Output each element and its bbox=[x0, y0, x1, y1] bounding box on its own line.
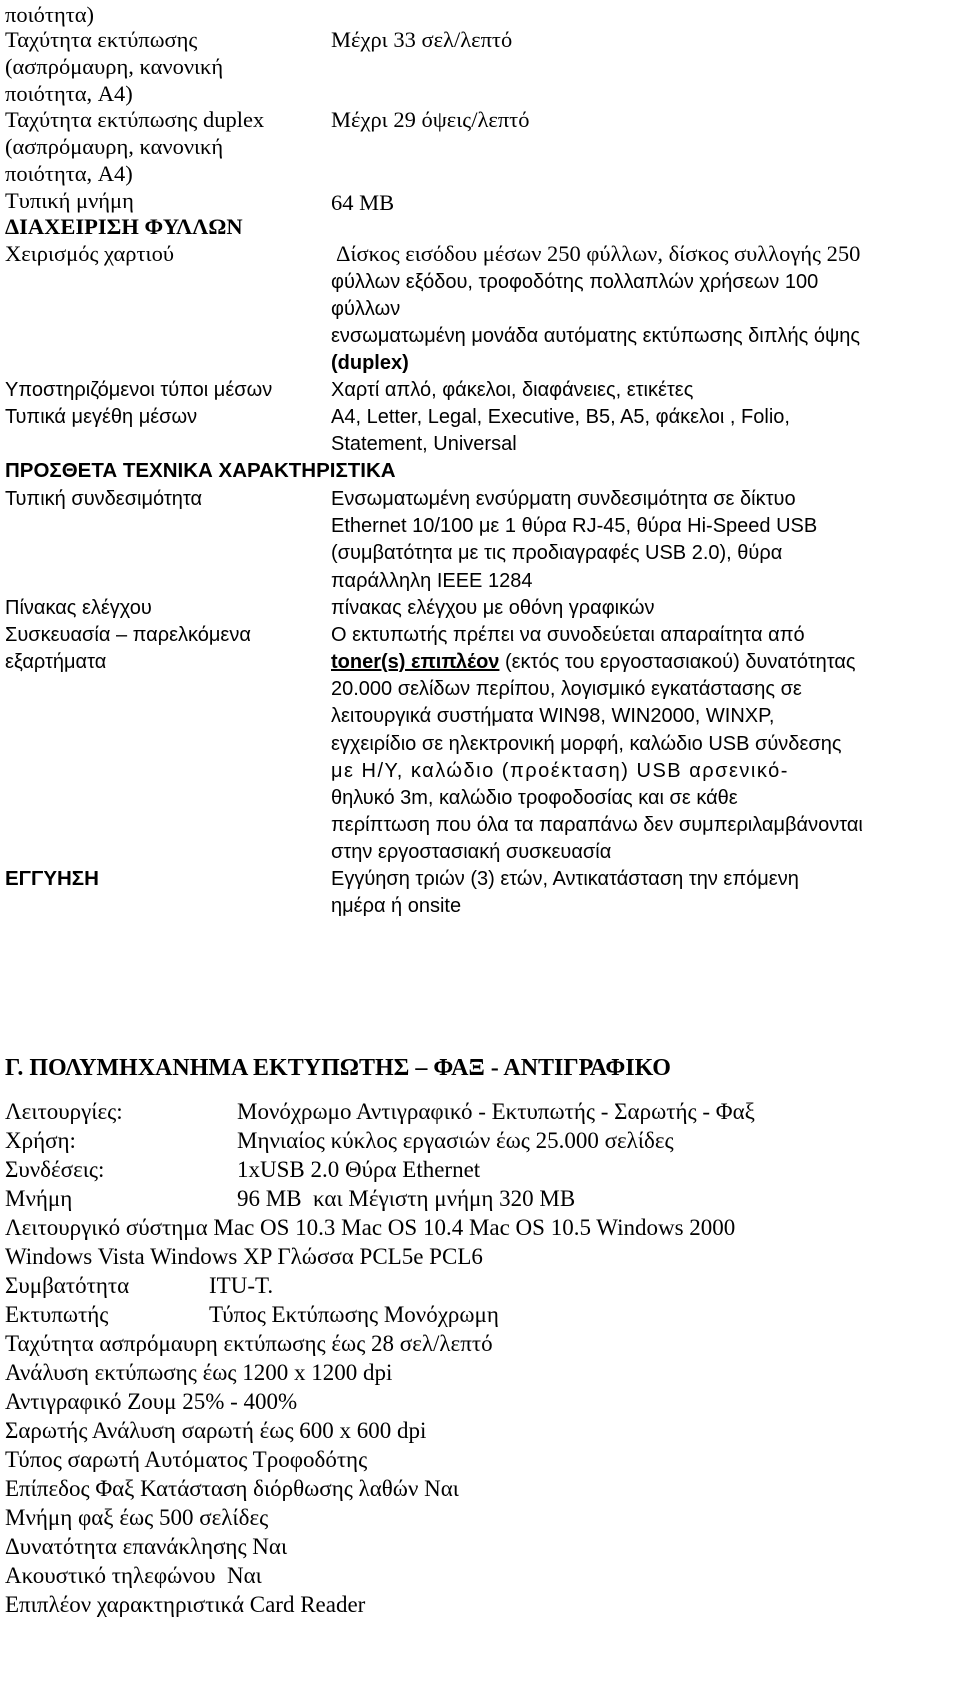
os-line-2: Windows Vista Windows XP Γλώσσα PCL5e PCL6 bbox=[5, 1244, 483, 1269]
compat-value: ITU-T. bbox=[209, 1273, 274, 1298]
g-line-3: Σαρωτής Ανάλυση σαρωτή έως 600 x 600 dpi bbox=[5, 1418, 427, 1443]
sizes-label: Τυπικά μεγέθη μέσων bbox=[5, 406, 198, 428]
duplex-label-2: (ασπρόμαυρη, κανονική bbox=[5, 134, 224, 159]
g-memory-label: Μνήμη bbox=[5, 1186, 73, 1211]
g-line-7: Δυνατότητα επανάκλησης Ναι bbox=[5, 1534, 288, 1559]
g-line-9: Επιπλέον χαρακτηριστικά Card Reader bbox=[5, 1592, 366, 1617]
warranty-label: ΕΓΓΥΗΣΗ bbox=[5, 867, 99, 890]
usage-label: Χρήση: bbox=[5, 1128, 76, 1153]
speed-label-3: ποιότητα, A4) bbox=[5, 81, 133, 106]
warranty-value-1: Εγγύηση τριών (3) ετών, Αντικατάσταση την επόμενη bbox=[331, 868, 799, 890]
g-line-6: Μνήμη φαξ έως 500 σελίδες bbox=[5, 1505, 269, 1530]
g-line-8: Ακουστικό τηλεφώνου Ναι bbox=[5, 1563, 262, 1588]
package-value-6: με Η/Υ, καλώδιο (προέκταση) USB αρσενικό- bbox=[331, 760, 789, 782]
compat-label: Συμβατότητα bbox=[5, 1273, 130, 1298]
warranty-value-2: ημέρα ή onsite bbox=[331, 895, 462, 917]
sizes-value-1: A4, Letter, Legal, Executive, B5, A5, φάκελοι , Folio, bbox=[331, 406, 790, 428]
package-label-1: Συσκευασία – παρελκόμενα bbox=[5, 624, 251, 646]
package-value-8: περίπτωση που όλα τα παραπάνω δεν συμπεριλαμβάνονται bbox=[331, 814, 863, 836]
paper-heading: ΔΙΑΧΕΙΡΙΣΗ ΦΥΛΛΩΝ bbox=[5, 214, 243, 239]
conn-value-4: παράλληλη IEEE 1284 bbox=[331, 570, 533, 592]
panel-value: πίνακας ελέγχου με οθόνη γραφικών bbox=[331, 597, 655, 619]
functions-value: Μονόχρωμο Αντιγραφικό - Εκτυπωτής - Σαρωτής - Φαξ bbox=[237, 1099, 755, 1124]
conn-value-1: Ενσωματωμένη ενσύρματη συνδεσιμότητα σε δίκτυο bbox=[331, 488, 796, 510]
g-line-1: Ανάλυση εκτύπωσης έως 1200 x 1200 dpi bbox=[5, 1360, 393, 1385]
g-line-5: Επίπεδος Φαξ Κατάσταση διόρθωσης λαθών Ναι bbox=[5, 1476, 459, 1501]
handling-label: Χειρισμός χαρτιού bbox=[5, 241, 175, 266]
package-value-2-rest: (εκτός του εργοστασιακού) δυνατότητας bbox=[499, 651, 856, 673]
conn-label: Τυπική συνδεσιμότητα bbox=[5, 488, 203, 510]
duplex-label-3: ποιότητα, A4) bbox=[5, 161, 133, 186]
duplex-label-1: Ταχύτητα εκτύπωσης duplex bbox=[5, 107, 265, 132]
types-label: Υποστηριζόμενοι τύποι μέσων bbox=[5, 379, 273, 401]
package-value-9: στην εργοστασιακή συσκευασία bbox=[331, 841, 612, 863]
os-line-1: Λειτουργικό σύστημα Mac OS 10.3 Mac OS 10.4 Mac OS 10.5 Windows 2000 bbox=[5, 1215, 736, 1240]
package-value-7: θηλυκό 3m, καλώδιο τροφοδοσίας και σε κάθε bbox=[331, 787, 738, 809]
package-value-1: Ο εκτυπωτής πρέπει να συνοδεύεται απαραίτητα από bbox=[331, 624, 805, 646]
handling-value-4: ενσωματωμένη μονάδα αυτόματης εκτύπωσης διπλής όψης bbox=[331, 325, 860, 347]
duplex-value: Μέχρι 29 όψεις/λεπτό bbox=[331, 107, 530, 132]
package-toner-emphasis: toner(s) επιπλέον bbox=[331, 651, 500, 673]
speed-label-1: Ταχύτητα εκτύπωσης bbox=[5, 27, 198, 52]
panel-label: Πίνακας ελέγχου bbox=[5, 597, 152, 619]
functions-label: Λειτουργίες: bbox=[5, 1099, 123, 1124]
g-line-2: Αντιγραφικό Ζουμ 25% - 400% bbox=[5, 1389, 298, 1414]
usage-value: Μηνιαίος κύκλος εργασιών έως 25.000 σελίδες bbox=[237, 1128, 674, 1153]
handling-value-2: φύλλων εξόδου, τροφοδότης πολλαπλών χρήσεων 100 bbox=[331, 271, 819, 293]
g-memory-value: 96 MB και Μέγιστη μνήμη 320 MB bbox=[237, 1186, 576, 1211]
memory-label: Τυπική μνήμη bbox=[5, 188, 134, 213]
package-label-2: εξαρτήματα bbox=[5, 651, 107, 673]
types-value: Χαρτί απλό, φάκελοι, διαφάνειες, ετικέτες bbox=[331, 379, 694, 401]
package-value-4: λειτουργικά συστήματα WIN98, WIN2000, WINXP, bbox=[331, 705, 775, 727]
connections-value: 1xUSB 2.0 Θύρα Ethernet bbox=[237, 1157, 481, 1182]
memory-value: 64 MB bbox=[331, 190, 395, 215]
package-value-2 bbox=[331, 647, 856, 677]
section-g-title: Γ. ΠΟΛΥΜΗΧΑΝΗΜΑ ΕΚΤΥΠΩΤΗΣ – ΦΑΞ - ΑΝΤΙΓΡΑΦΙΚΟ bbox=[5, 1055, 671, 1081]
sizes-value-2: Statement, Universal bbox=[331, 433, 517, 455]
handling-value-1: Δίσκος εισόδου μέσων 250 φύλλων, δίσκος συλλογής 250 bbox=[336, 241, 861, 266]
package-value-3: 20.000 σελίδων περίπου, λογισμικό εγκατάστασης σε bbox=[331, 678, 802, 700]
g-line-0: Ταχύτητα ασπρόμαυρη εκτύπωσης έως 28 σελ/λεπτό bbox=[5, 1331, 493, 1356]
g-line-4: Τύπος σαρωτή Αυτόματος Τροφοδότης bbox=[5, 1447, 368, 1472]
speed-value: Μέχρι 33 σελ/λεπτό bbox=[331, 27, 513, 52]
printer-label: Εκτυπωτής bbox=[5, 1302, 109, 1327]
conn-value-3: (συμβατότητα με τις προδιαγραφές USB 2.0), θύρα bbox=[331, 542, 783, 564]
package-value-5: εγχειρίδιο σε ηλεκτρονική μορφή, καλώδιο USB σύνδεσης bbox=[331, 733, 842, 755]
quality-tail: ποιότητα) bbox=[5, 2, 95, 27]
connections-label: Συνδέσεις: bbox=[5, 1157, 105, 1182]
speed-label-2: (ασπρόμαυρη, κανονική bbox=[5, 54, 224, 79]
extra-heading: ΠΡΟΣΘΕΤΑ ΤΕΧΝΙΚΑ ΧΑΡΑΚΤΗΡΙΣΤΙΚΑ bbox=[5, 459, 396, 482]
handling-value-5: (duplex) bbox=[331, 352, 409, 374]
handling-value-3: φύλλων bbox=[331, 298, 401, 320]
printer-value: Τύπος Εκτύπωσης Μονόχρωμη bbox=[209, 1302, 499, 1327]
conn-value-2: Ethernet 10/100 με 1 θύρα RJ-45, θύρα Hi-Speed USB bbox=[331, 515, 818, 537]
